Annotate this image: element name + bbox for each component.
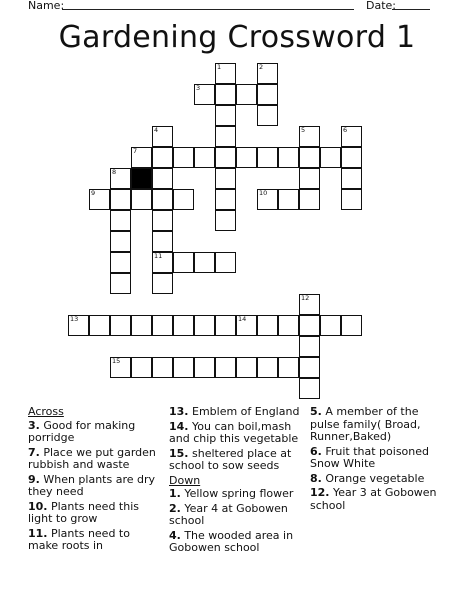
clue-across-14: 14. You can boil,mash and chip this vegetable: [169, 419, 299, 445]
clue-number-3: 3: [196, 84, 201, 92]
grid-cell[interactable]: [131, 315, 152, 336]
grid-cell[interactable]: [173, 357, 194, 378]
grid-cell[interactable]: [278, 315, 299, 336]
grid-cell[interactable]: [152, 315, 173, 336]
grid-cell[interactable]: [320, 147, 341, 168]
grid-cell[interactable]: [299, 168, 320, 189]
grid-cell[interactable]: [341, 189, 362, 210]
grid-cell[interactable]: [194, 315, 215, 336]
across-heading: Across: [28, 405, 64, 418]
grid-cell[interactable]: [173, 252, 194, 273]
grid-cell[interactable]: [173, 315, 194, 336]
grid-cell[interactable]: [215, 84, 236, 105]
grid-cell[interactable]: [236, 147, 257, 168]
clue-across-11: 11. Plants need to make roots in: [28, 526, 130, 552]
clue-number-10: 10: [259, 189, 268, 197]
grid-cell[interactable]: [173, 189, 194, 210]
grid-cell[interactable]: [194, 252, 215, 273]
clue-number-11: 11: [154, 252, 163, 260]
clue-down-5: 5. A member of the pulse family( Broad, Runner,Baked): [310, 405, 421, 443]
grid-cell[interactable]: [173, 147, 194, 168]
grid-cell[interactable]: [110, 189, 131, 210]
grid-cell[interactable]: [299, 378, 320, 399]
clue-number-5: 5: [301, 126, 306, 134]
grid-cell[interactable]: [341, 168, 362, 189]
grid-cell[interactable]: [215, 315, 236, 336]
grid-cell[interactable]: [278, 189, 299, 210]
grid-cell[interactable]: [110, 315, 131, 336]
grid-cell[interactable]: [152, 168, 173, 189]
grid-cell[interactable]: [215, 105, 236, 126]
grid-cell[interactable]: [89, 315, 110, 336]
grid-cell[interactable]: [215, 147, 236, 168]
clue-number-2: 2: [259, 63, 264, 71]
grid-cell[interactable]: [299, 336, 320, 357]
date-label: Date:: [366, 0, 396, 12]
clue-number-15: 15: [112, 357, 121, 365]
clue-column-2: [169, 406, 303, 557]
clue-across-9: 9. When plants are dry they need: [28, 472, 156, 498]
clue-number-13: 13: [70, 315, 79, 323]
clue-column-1: [28, 406, 163, 555]
clue-number-12: 12: [301, 294, 310, 302]
grid-cell[interactable]: [341, 315, 362, 336]
clue-down-1: 1. Yellow spring flower: [169, 487, 294, 500]
name-label: Name:: [28, 0, 65, 12]
grid-cell[interactable]: [215, 210, 236, 231]
clue-number-9: 9: [91, 189, 96, 197]
black-square: [131, 168, 152, 189]
clue-number-1: 1: [217, 63, 222, 71]
grid-cell[interactable]: [236, 84, 257, 105]
clue-across-3: 3. Good for making porridge: [28, 418, 136, 444]
grid-cell[interactable]: [215, 168, 236, 189]
page-title: Gardening Crossword 1: [58, 20, 416, 55]
clue-across-15: 15. sheltered place at school to sow seeds: [169, 446, 292, 472]
grid-cell[interactable]: [278, 147, 299, 168]
clue-down-12: 12. Year 3 at Gobowen school: [310, 486, 437, 512]
clue-across-13: 13. Emblem of England: [169, 405, 300, 418]
worksheet-header: [0, 0, 474, 14]
grid-cell[interactable]: [110, 252, 131, 273]
grid-cell[interactable]: [215, 252, 236, 273]
grid-cell[interactable]: [299, 147, 320, 168]
clue-down-8: 8. Orange vegetable: [310, 471, 425, 485]
grid-cell[interactable]: [299, 357, 320, 378]
grid-cell[interactable]: [110, 273, 131, 294]
grid-cell[interactable]: [257, 105, 278, 126]
grid-cell[interactable]: [257, 357, 278, 378]
grid-cell[interactable]: [152, 147, 173, 168]
grid-cell[interactable]: [236, 357, 257, 378]
clue-down-4: 4. The wooded area in Gobowen school: [169, 528, 294, 554]
grid-cell[interactable]: [131, 189, 152, 210]
grid-cell[interactable]: [299, 315, 320, 336]
clue-number-7: 7: [133, 147, 138, 155]
grid-cell[interactable]: [131, 357, 152, 378]
grid-cell[interactable]: [278, 357, 299, 378]
clue-column-3: [310, 406, 450, 514]
grid-cell[interactable]: [257, 315, 278, 336]
grid-cell[interactable]: [152, 231, 173, 252]
grid-cell[interactable]: [257, 84, 278, 105]
grid-cell[interactable]: [152, 357, 173, 378]
clue-number-4: 4: [154, 126, 159, 134]
grid-cell[interactable]: [341, 147, 362, 168]
date-field-line[interactable]: [392, 9, 430, 10]
clue-number-8: 8: [112, 168, 117, 176]
name-field-line[interactable]: [62, 9, 354, 10]
grid-cell[interactable]: [257, 147, 278, 168]
grid-cell[interactable]: [320, 315, 341, 336]
grid-cell[interactable]: [110, 210, 131, 231]
grid-cell[interactable]: [152, 273, 173, 294]
clue-number-14: 14: [238, 315, 247, 323]
grid-cell[interactable]: [215, 357, 236, 378]
grid-cell[interactable]: [215, 189, 236, 210]
clue-down-2: 2. Year 4 at Gobowen school: [169, 501, 288, 527]
grid-cell[interactable]: [152, 210, 173, 231]
down-heading: Down: [169, 473, 201, 487]
clue-number-6: 6: [343, 126, 348, 134]
clue-across-7: 7. Place we put garden rubbish and waste: [28, 445, 156, 471]
clue-across-10: 10. Plants need this light to grow: [28, 499, 139, 525]
grid-cell[interactable]: [152, 189, 173, 210]
clue-down-6: 6. Fruit that poisoned Snow White: [310, 444, 430, 470]
grid-cell[interactable]: [194, 147, 215, 168]
grid-cell[interactable]: [110, 231, 131, 252]
grid-cell[interactable]: [299, 189, 320, 210]
grid-cell[interactable]: [215, 126, 236, 147]
grid-cell[interactable]: [194, 357, 215, 378]
